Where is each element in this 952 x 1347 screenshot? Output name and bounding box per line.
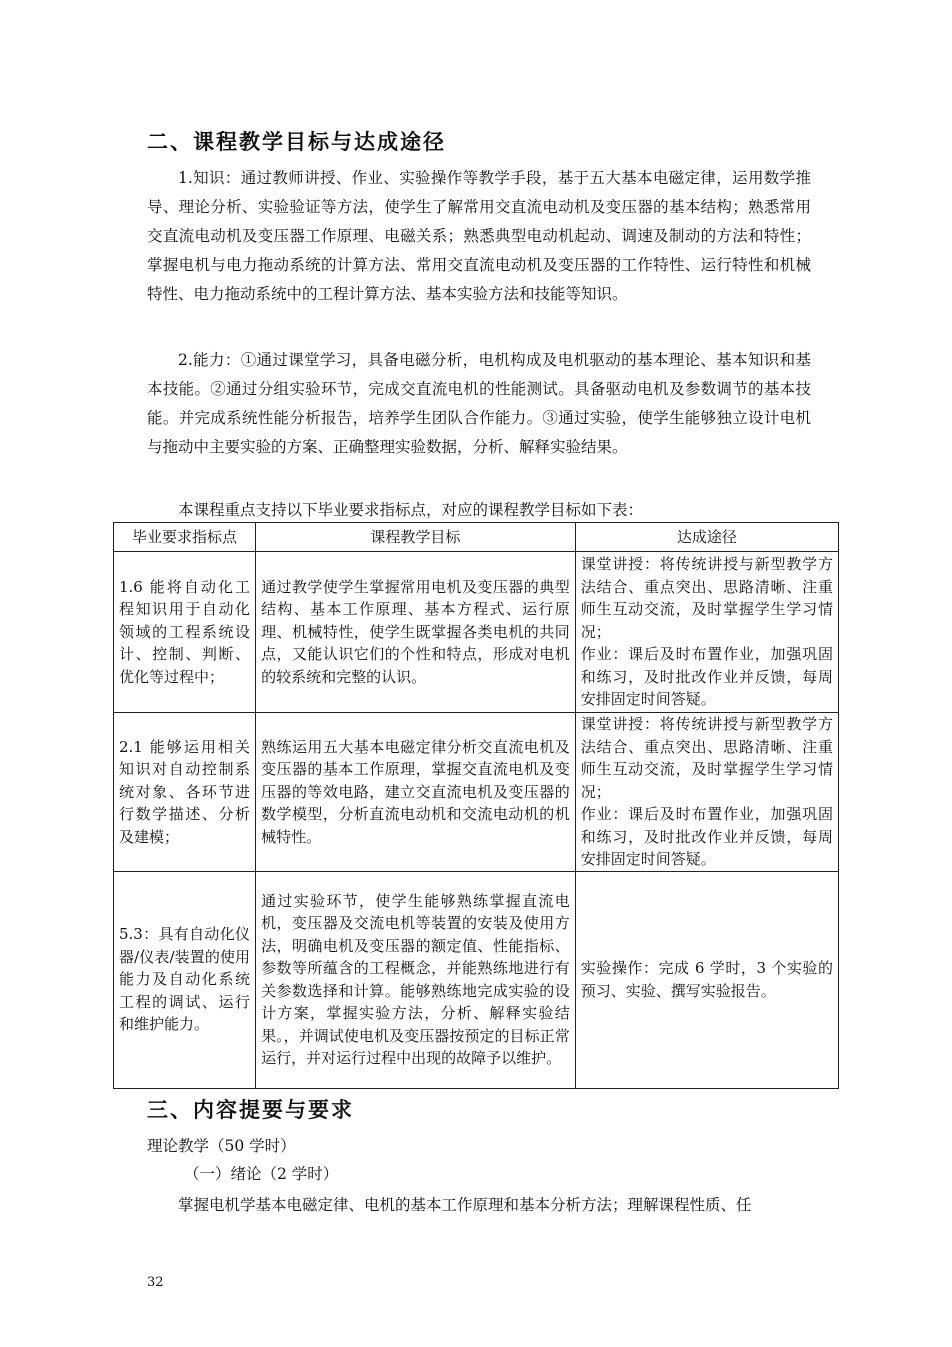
- approach-text: 课堂讲授：将传统讲授与新型教学方法结合、重点突出、思路清晰、注重师生互动交流，及时掌握学生学习情况； 作业：课后及时布置作业，加强巩固和练习，及时批改作业并反馈，每周安排固定时间答疑。: [580, 715, 833, 868]
- table-row: [114, 552, 839, 713]
- approach-text: 实验操作：完成 6 学时，3 个实验的预习、实验、撰写实验报告。: [580, 959, 833, 1000]
- ability-paragraph: 2.能力：①通过课堂学习，具备电磁分析，电机构成及电机驱动的基本理论、基本知识和基本技能。②通过分组实验环节，完成交直流电机的性能测试。具备驱动电机及参数调节的基本技能。并完成系统性能分析报告，培养学生团队合作能力。③通过实验，使学生能够独立设计电机与拖动中主要实验的方案、正确整理实验数据，分析、解释实验结果。: [147, 351, 811, 456]
- indicator-cell: [114, 552, 256, 713]
- objective-text: 通过教学使学生掌握常用电机及变压器的典型结构、基本工作原理、基本方程式、运行原理、机械特性，使学生既掌握各类电机的共同点，又能认识它们的个性和特点，形成对电机的较系统和完整的认识。: [261, 577, 570, 686]
- objective-cell: [256, 713, 576, 872]
- intro-subheading: （一）绪论（2 学时）: [184, 1165, 339, 1183]
- table-row: [114, 871, 839, 1088]
- objective-cell: [256, 552, 576, 713]
- knowledge-paragraph: 1.知识：通过教师讲授、作业、实验操作等教学手段，基于五大基本电磁定律，运用数学推导、理论分析、实验验证等方法，使学生了解常用交直流电动机及变压器的基本结构；熟悉常用交直流电动机及变压器工作原理、电磁关系；熟悉典型电动机起动、调速及制动的方法和特性；掌握电机与电力拖动系统的计算方法、常用交直流电动机及变压器的工作特性、运行特性和机械特性、电力拖动系统中的工程计算方法、基本实验方法和技能等知识。: [147, 169, 811, 303]
- page-number: 32: [147, 1275, 164, 1290]
- table-row: [114, 713, 839, 872]
- indicator-cell: [114, 871, 256, 1088]
- approach-cell: [575, 713, 838, 872]
- indicator-text: 1.6 能将自动化工程知识用于自动化领域的工程系统设计、控制、判断、优化等过程中；: [119, 577, 251, 686]
- objective-text: 通过实验环节，使学生能够熟练掌握直流电机，变压器及交流电机等装置的安装及使用方法，明确电机及变压器的额定值、性能指标、参数等所蕴含的工程概念，并能熟练地进行有关参数选择和计算。能够熟练地完成实验的设计方案，掌握实验方法，分析、解释实验结果。，并调试使电机及变压器按预定的目标正常运行，并对运行过程中出现的故障予以维护。: [261, 891, 570, 1067]
- table-header-row: [114, 523, 839, 552]
- header-approach: 达成途径: [575, 523, 838, 552]
- approach-cell: [575, 552, 838, 713]
- header-objective: 课程教学目标: [256, 523, 576, 552]
- objective-text: 熟练运用五大基本电磁定律分析交直流电机及变压器的基本工作原理，掌握交直流电机及变压器的等效电路，建立交直流电机及变压器的数学模型，分析直流电动机和交流电动机的机械特性。: [261, 737, 570, 846]
- indicator-text: 2.1 能够运用相关知识对自动控制系统对象、各环节进行数学描述、分析及建模；: [119, 737, 251, 846]
- theory-hours: 理论教学（50 学时）: [147, 1137, 296, 1155]
- section-3-heading: 三、内容提要与要求: [147, 1098, 354, 1122]
- approach-text: 课堂讲授：将传统讲授与新型教学方法结合、重点突出、思路清晰、注重师生互动交流，及时掌握学生学习情况； 作业：课后及时布置作业，加强巩固和练习，及时批改作业并反馈，每周安排固定时间答疑。: [580, 555, 833, 709]
- table-intro: 本课程重点支持以下毕业要求指标点，对应的课程教学目标如下表：: [178, 501, 644, 519]
- objective-cell: [256, 871, 576, 1088]
- indicator-text: 5.3：具有自动化仪器/仪表/装置的使用能力及自动化系统工程的调试、运行和维护能力。: [119, 925, 251, 1034]
- indicator-cell: [114, 713, 256, 872]
- intro-paragraph: 掌握电机学基本电磁定律、电机的基本工作原理和基本分析方法；理解课程性质、任: [178, 1196, 752, 1214]
- header-indicator: 毕业要求指标点: [114, 523, 256, 552]
- approach-cell: [575, 871, 838, 1088]
- objectives-table: [113, 522, 839, 1089]
- section-2-heading: 二、课程教学目标与达成途径: [147, 130, 446, 154]
